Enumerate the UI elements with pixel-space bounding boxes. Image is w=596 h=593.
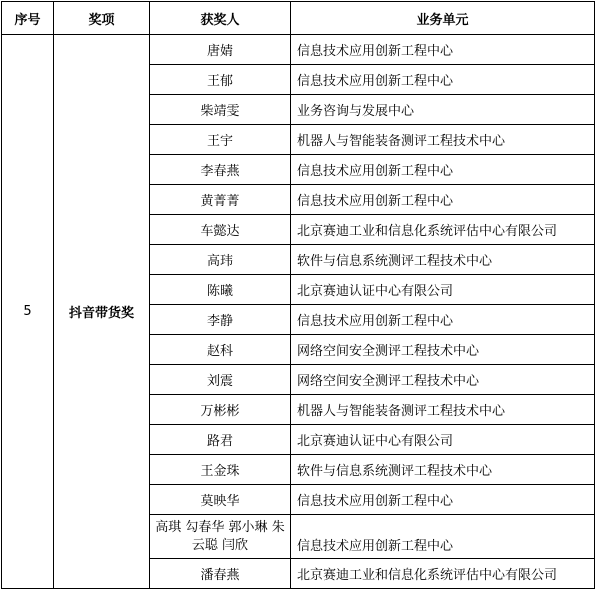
business-unit: 信息技术应用创新工程中心 [291,65,595,95]
header-unit: 业务单元 [291,2,595,35]
winner-name: 潘春燕 [150,559,291,589]
winner-name: 高玮 [150,245,291,275]
winner-name: 车懿达 [150,215,291,245]
winner-name: 赵科 [150,335,291,365]
header-row [2,2,595,35]
business-unit: 信息技术应用创新工程中心 [291,155,595,185]
winner-name: 陈曦 [150,275,291,305]
header-idx: 序号 [2,2,54,35]
header-award: 奖项 [54,2,150,35]
winner-name: 王郁 [150,65,291,95]
business-unit: 信息技术应用创新工程中心 [291,515,595,559]
header-winner: 获奖人 [150,2,291,35]
table-row [2,35,595,65]
business-unit: 网络空间安全测评工程技术中心 [291,365,595,395]
business-unit: 北京赛迪工业和信息化系统评估中心有限公司 [291,559,595,589]
business-unit: 信息技术应用创新工程中心 [291,485,595,515]
winner-name: 刘震 [150,365,291,395]
business-unit: 软件与信息系统测评工程技术中心 [291,245,595,275]
winner-name: 莫映华 [150,485,291,515]
award-table [1,1,595,589]
business-unit: 机器人与智能装备测评工程技术中心 [291,125,595,155]
winner-name: 万彬彬 [150,395,291,425]
winner-name: 黄菁菁 [150,185,291,215]
business-unit: 机器人与智能装备测评工程技术中心 [291,395,595,425]
business-unit: 北京赛迪工业和信息化系统评估中心有限公司 [291,215,595,245]
winner-name: 王宇 [150,125,291,155]
business-unit: 信息技术应用创新工程中心 [291,185,595,215]
business-unit: 北京赛迪认证中心有限公司 [291,275,595,305]
group-award: 抖音带货奖 [54,35,150,589]
winner-name: 柴靖雯 [150,95,291,125]
table-body [2,35,595,589]
winner-name: 李静 [150,305,291,335]
business-unit: 信息技术应用创新工程中心 [291,35,595,65]
winner-name: 王金珠 [150,455,291,485]
winner-name: 李春燕 [150,155,291,185]
business-unit: 北京赛迪认证中心有限公司 [291,425,595,455]
business-unit: 业务咨询与发展中心 [291,95,595,125]
group-index: 5 [2,35,54,589]
winner-name: 高琪 勾春华 郭小琳 朱云聪 闫欣 [150,515,291,559]
business-unit: 软件与信息系统测评工程技术中心 [291,455,595,485]
business-unit: 信息技术应用创新工程中心 [291,305,595,335]
winner-name: 唐婧 [150,35,291,65]
business-unit: 网络空间安全测评工程技术中心 [291,335,595,365]
winner-name: 路君 [150,425,291,455]
